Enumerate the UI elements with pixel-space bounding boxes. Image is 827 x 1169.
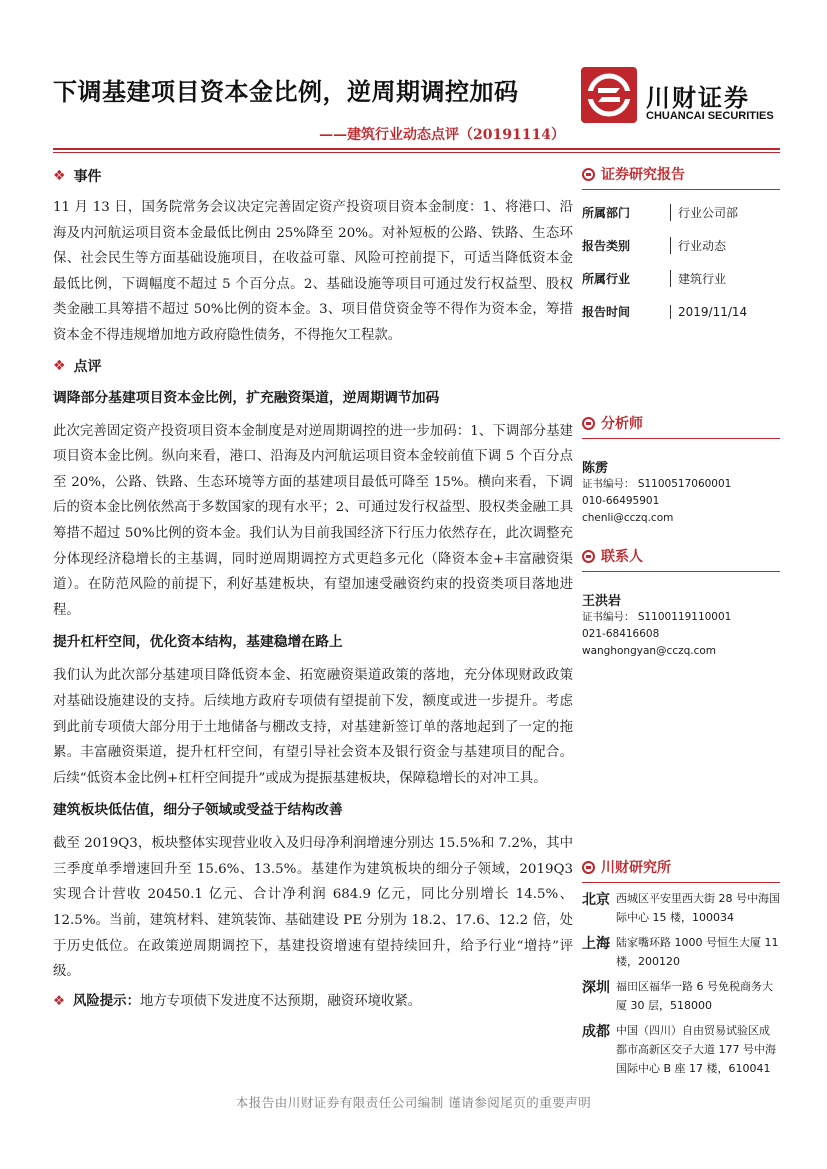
risk-label: 风险提示： [73, 992, 140, 1009]
page-footer: 本报告由川财证券有限责任公司编制 谨请参阅尾页的重要声明 [235, 1095, 592, 1110]
risk-note [53, 989, 573, 1014]
analyst-phone: 010-66495901 [582, 495, 660, 507]
info-row [582, 295, 780, 328]
sidebar-rule [582, 438, 780, 439]
sidebar-rule [582, 189, 780, 190]
info-value: 行业动态 [670, 237, 726, 254]
diamond-bullet-icon: ❖ [53, 168, 66, 184]
event-heading-text: 事件 [73, 169, 102, 185]
section-icon [582, 417, 595, 430]
comment-heading [53, 355, 573, 377]
contact-heading-text: 联系人 [601, 549, 643, 565]
info-row [582, 196, 780, 229]
office-address: 西城区平安里西大街 28 号中海国际中心 15 楼，100034 [616, 892, 780, 924]
office-address: 陆家嘴环路 1000 号恒生大厦 11 楼，200120 [616, 936, 779, 968]
report-title: 下调基建项目资本金比例，逆周期调控加码 [53, 77, 519, 106]
main-column [53, 165, 573, 1014]
event-paragraph: 11 月 13 日，国务院常务会议决定完善固定资产投资项目资本金制度：1、将港口、沿海及内河航运项目资本金最低比例由 25%降至 20%。对补短板的公路、铁路、生态环保、社会民生等方面基础设施项目，在收益可靠、风险可控前提下，可适当降低资本金最低比例，下调幅度不超过 5 个百分点。2、基础设施等项目可通过发行权益型、股权类金融工具筹措不超过 50%比例的资本金。3、项目借贷资金等不得作为资本金，筹措资本金不得违规增加地方政府隐性债务，不得拖欠工程款。 [53, 200, 573, 343]
company-logo [580, 66, 780, 130]
institute-heading-text: 川财研究所 [601, 860, 671, 876]
diamond-bullet-icon: ❖ [53, 357, 66, 374]
office-shanghai [582, 933, 780, 971]
analyst-heading [582, 412, 780, 434]
report-info-heading [582, 163, 780, 185]
info-value: 2019/11/14 [670, 305, 747, 319]
contact-cert: 证书编号： S1100119110001 [582, 611, 732, 623]
contact-email[interactable]: wanghongyan@cczq.com [582, 645, 717, 657]
info-value: 建筑行业 [670, 270, 726, 287]
office-chengdu [582, 1021, 780, 1078]
analyst-cert: 证书编号： S1100517060001 [582, 478, 732, 490]
sidebar [582, 163, 780, 1078]
comment-heading-text: 点评 [73, 358, 102, 375]
logo-text-en: CHUANCAI SECURITIES [646, 110, 774, 122]
office-city: 上海 [582, 936, 610, 952]
institute-heading [582, 856, 780, 878]
risk-text: 地方专项债下发进度不达预期，融资环境收紧。 [139, 993, 422, 1009]
contact-name: 王洪岩 [582, 594, 622, 609]
contact-phone: 021-68416608 [582, 628, 660, 640]
analyst-heading-text: 分析师 [601, 416, 643, 432]
info-row [582, 229, 780, 262]
office-address: 福田区福华一路 6 号免税商务大厦 30 层，518000 [616, 980, 773, 1012]
sidebar-rule [582, 571, 780, 572]
info-row [582, 262, 780, 295]
office-city: 成都 [582, 1024, 610, 1040]
header-rule [53, 148, 780, 150]
report-info-heading-text: 证券研究报告 [601, 167, 685, 183]
event-heading [53, 165, 573, 187]
subheading-1: 调降部分基建项目资本金比例，扩充融资渠道，逆周期调节加码 [53, 389, 440, 406]
office-city: 北京 [582, 892, 610, 908]
paragraph-2: 我们认为此次部分基建项目降低资本金、拓宽融资渠道政策的落地，充分体现财政政策对基础设施建设的支持。后续地方政府专项债有望提前下发，额度或进一步提升。考虑到此前专项债大部分用于土地储备与棚改支持，对基建新签订单的落地起到了一定的拖累。丰富融资渠道，提升杠杆空间，有望引导社会资本及银行资金与基建项目的配合。后续“低资本金比例+杠杆空间提升”或成为提振基建板块，保障稳增长的对冲工具。 [53, 668, 573, 786]
info-key: 报告时间 [582, 305, 631, 319]
analyst-email[interactable]: chenli@cczq.com [582, 512, 674, 524]
info-value: 行业公司部 [670, 204, 738, 221]
info-key: 所属部门 [582, 206, 631, 220]
section-icon [582, 168, 595, 181]
analyst-name: 陈雳 [582, 461, 609, 476]
contact-heading [582, 545, 780, 567]
info-key: 报告类别 [582, 239, 631, 253]
report-subtitle: ——建筑行业动态点评（20191114） [319, 127, 565, 143]
chuancai-logo-icon [580, 66, 638, 124]
office-shenzhen [582, 977, 780, 1015]
sidebar-rule [582, 882, 780, 883]
office-beijing [582, 889, 780, 927]
section-icon [582, 550, 595, 563]
office-city: 深圳 [582, 980, 610, 996]
diamond-bullet-icon: ❖ [53, 993, 66, 1009]
subheading-2: 提升杠杆空间，优化资本结构，基建稳增在路上 [53, 634, 343, 651]
header-rule-thin [53, 152, 780, 153]
logo-text-cn: 川财证券 [646, 84, 750, 112]
info-key: 所属行业 [582, 272, 631, 286]
report-info-table [582, 196, 780, 328]
office-address: 中国（四川）自由贸易试验区成都市高新区交子大道 177 号中海国际中心 B 座 17 楼，610041 [616, 1024, 776, 1075]
paragraph-3: 截至 2019Q3，板块整体实现营业收入及归母净利润增速分别达 15.5%和 7.2%，其中三季度单季增速回升至 15.6%、13.5%。基建作为建筑板块的细分子领域，2019Q3 实现合计营收 20450.1 亿元、合计净利润 684.9 亿元，同比分别增长 14.5%、12.5%。当前，建筑材料、建筑装饰、基础建设 PE 分别为 18.2、17.6、12.2 倍，处于历史低位。在政策逆周期调控下，基建投资增速有望持续回升，给予行业“增持”评级。 [53, 836, 573, 980]
subheading-3: 建筑板块低估值，细分子领域或受益于结构改善 [53, 802, 343, 819]
section-icon [582, 861, 595, 874]
paragraph-1: 此次完善固定资产投资项目资本金制度是对逆周期调控的进一步加码：1、下调部分基建项目资本金比例。纵向来看，港口、沿海及内河航运项目资本金较前值下调 5 个百分点至 20%，公路、铁路、生态环境等方面的基建项目最低可降至 15%。横向来看，下调后的资本金比例依然高于多数国家的现有水平；2、可通过发行权益型、股权类金融工具筹措不超过 50%比例的资本金。我们认为目前我国经济下行压力依然存在，此次调整充分体现经济稳增长的主基调，同时逆周期调控方式更趋多元化（降资本金+丰富融资渠道）。在防范风险的前提下，利好基建板块，有望加速受融资约束的投资类项目落地进程。 [53, 423, 573, 618]
